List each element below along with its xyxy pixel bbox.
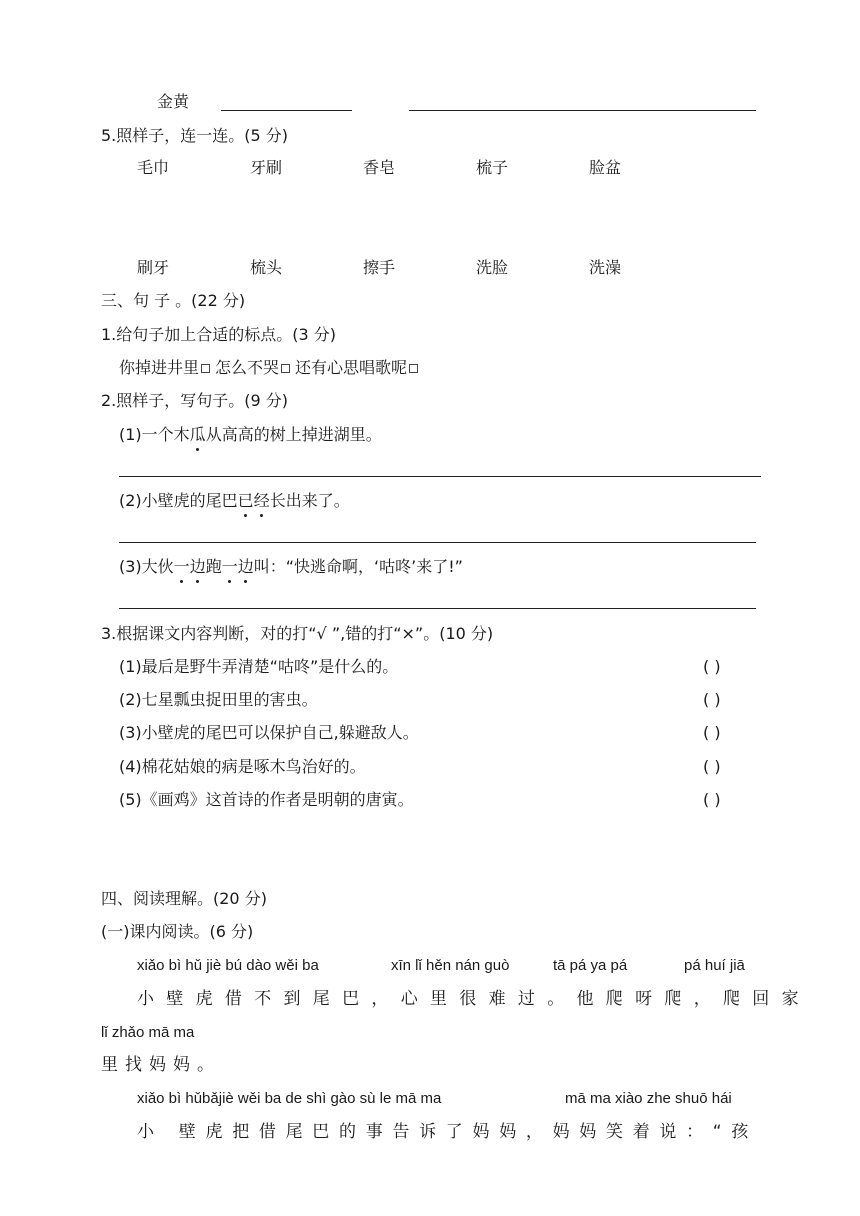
- answer-paren[interactable]: ( ): [703, 757, 721, 776]
- emphasis-char: 边: [237, 557, 254, 576]
- judgement-item: (1)最后是野牛弄清楚“咕咚”是什么的。: [119, 657, 399, 676]
- q5-title: 5.照样子，连一连。(5 分): [101, 126, 289, 145]
- emphasis-char: 一: [221, 557, 238, 576]
- judgement-item: (3)小壁虎的尾巴可以保护自己,躲避敌人。: [119, 723, 419, 742]
- q5-bottom-word[interactable]: 洗脸: [476, 258, 509, 277]
- q5-top-word[interactable]: 牙刷: [250, 158, 283, 177]
- emphasis-char: 一: [173, 557, 190, 576]
- answer-paren[interactable]: ( ): [703, 690, 721, 709]
- answer-paren[interactable]: ( ): [703, 723, 721, 742]
- sentence-text: 跑: [205, 557, 222, 576]
- sentence-part: 还有心思唱歌呢: [295, 358, 408, 377]
- q5-top-word[interactable]: 香皂: [363, 158, 396, 177]
- q3-1-title: 1.给句子加上合适的标点。(3 分): [101, 325, 337, 344]
- pinyin: xiǎo bì hǔ jiè bú dào wěi ba: [137, 957, 319, 974]
- answer-paren[interactable]: ( ): [703, 657, 721, 676]
- sentence-part: 你掉进井里: [119, 358, 200, 377]
- q5-bottom-word[interactable]: 擦手: [363, 258, 396, 277]
- judgement-item: (5)《画鸡》这首诗的作者是明朝的唐寅。: [119, 790, 414, 809]
- emphasis-char: 经: [253, 491, 270, 510]
- q5-top-word[interactable]: 脸盆: [589, 158, 622, 177]
- q5-top-word[interactable]: 毛巾: [137, 158, 170, 177]
- pinyin: xīn lǐ hěn nán guò: [391, 957, 510, 974]
- judgement-item: (4)棉花姑娘的病是啄木鸟治好的。: [119, 757, 366, 776]
- sentence-text: 叫：“快逃命啊，‘咕咚’来了!”: [253, 557, 463, 576]
- sentence-text: (3)大伙: [119, 557, 174, 576]
- example-sentence-2: [119, 491, 350, 511]
- punctuation-box[interactable]: [281, 364, 290, 373]
- q4-word: 金黄: [157, 92, 190, 111]
- q3-3-title: 3.根据课文内容判断，对的打“√ ”,错的打“×”。(10 分): [101, 624, 494, 643]
- answer-line[interactable]: [409, 110, 756, 111]
- section4-title: 四、阅读理解。(20 分): [101, 889, 267, 908]
- emphasis-char: 边: [189, 557, 206, 576]
- section3-title: 三、句 子 。(22 分): [101, 291, 246, 310]
- judgement-item: (2)七星瓢虫捉田里的害虫。: [119, 690, 318, 709]
- sentence-text: 从高高的树上掉进湖里。: [205, 425, 382, 444]
- punctuation-sentence: [119, 358, 423, 378]
- pinyin: tā pá ya pá: [553, 957, 628, 974]
- pinyin: xiǎo bì hǔbǎjiè wěi ba de shì gào sù le mā ma: [137, 1090, 442, 1107]
- answer-line[interactable]: [119, 542, 756, 543]
- reading-text-line: 里找妈妈。: [101, 1055, 221, 1075]
- q5-bottom-word[interactable]: 刷牙: [137, 258, 170, 277]
- example-sentence-1: [119, 425, 382, 445]
- punctuation-box[interactable]: [409, 364, 418, 373]
- q3-2-title: 2.照样子，写句子。(9 分): [101, 391, 289, 410]
- reading-text-line: 小 壁虎把借尾巴的事告诉了妈妈，妈妈笑着说：“孩: [137, 1122, 759, 1142]
- sentence-text: 长出来了。: [269, 491, 350, 510]
- answer-line[interactable]: [119, 476, 761, 477]
- sentence-part: 怎么不哭: [215, 358, 280, 377]
- pinyin: lǐ zhǎo mā ma: [101, 1024, 195, 1041]
- q5-bottom-word[interactable]: 洗澡: [589, 258, 622, 277]
- pinyin: mā ma xiào zhe shuō hái: [565, 1090, 732, 1107]
- example-sentence-3: [119, 557, 463, 577]
- answer-line[interactable]: [221, 110, 352, 111]
- pinyin: pá huí jiā: [684, 957, 745, 974]
- answer-paren[interactable]: ( ): [703, 790, 721, 809]
- reading-text-line: 小壁虎借不到尾巴，心里很难过。他爬呀爬，爬回家: [137, 989, 811, 1009]
- q5-top-word[interactable]: 梳子: [476, 158, 509, 177]
- q5-bottom-word[interactable]: 梳头: [250, 258, 283, 277]
- sentence-text: (2)小壁虎的尾巴: [119, 491, 238, 510]
- sentence-text: (1)一个木: [119, 425, 190, 444]
- answer-line[interactable]: [119, 608, 756, 609]
- emphasis-char: 已: [237, 491, 254, 510]
- punctuation-box[interactable]: [201, 364, 210, 373]
- reading-sub-title: (一)课内阅读。(6 分): [101, 922, 254, 941]
- emphasis-char: 瓜: [189, 425, 206, 444]
